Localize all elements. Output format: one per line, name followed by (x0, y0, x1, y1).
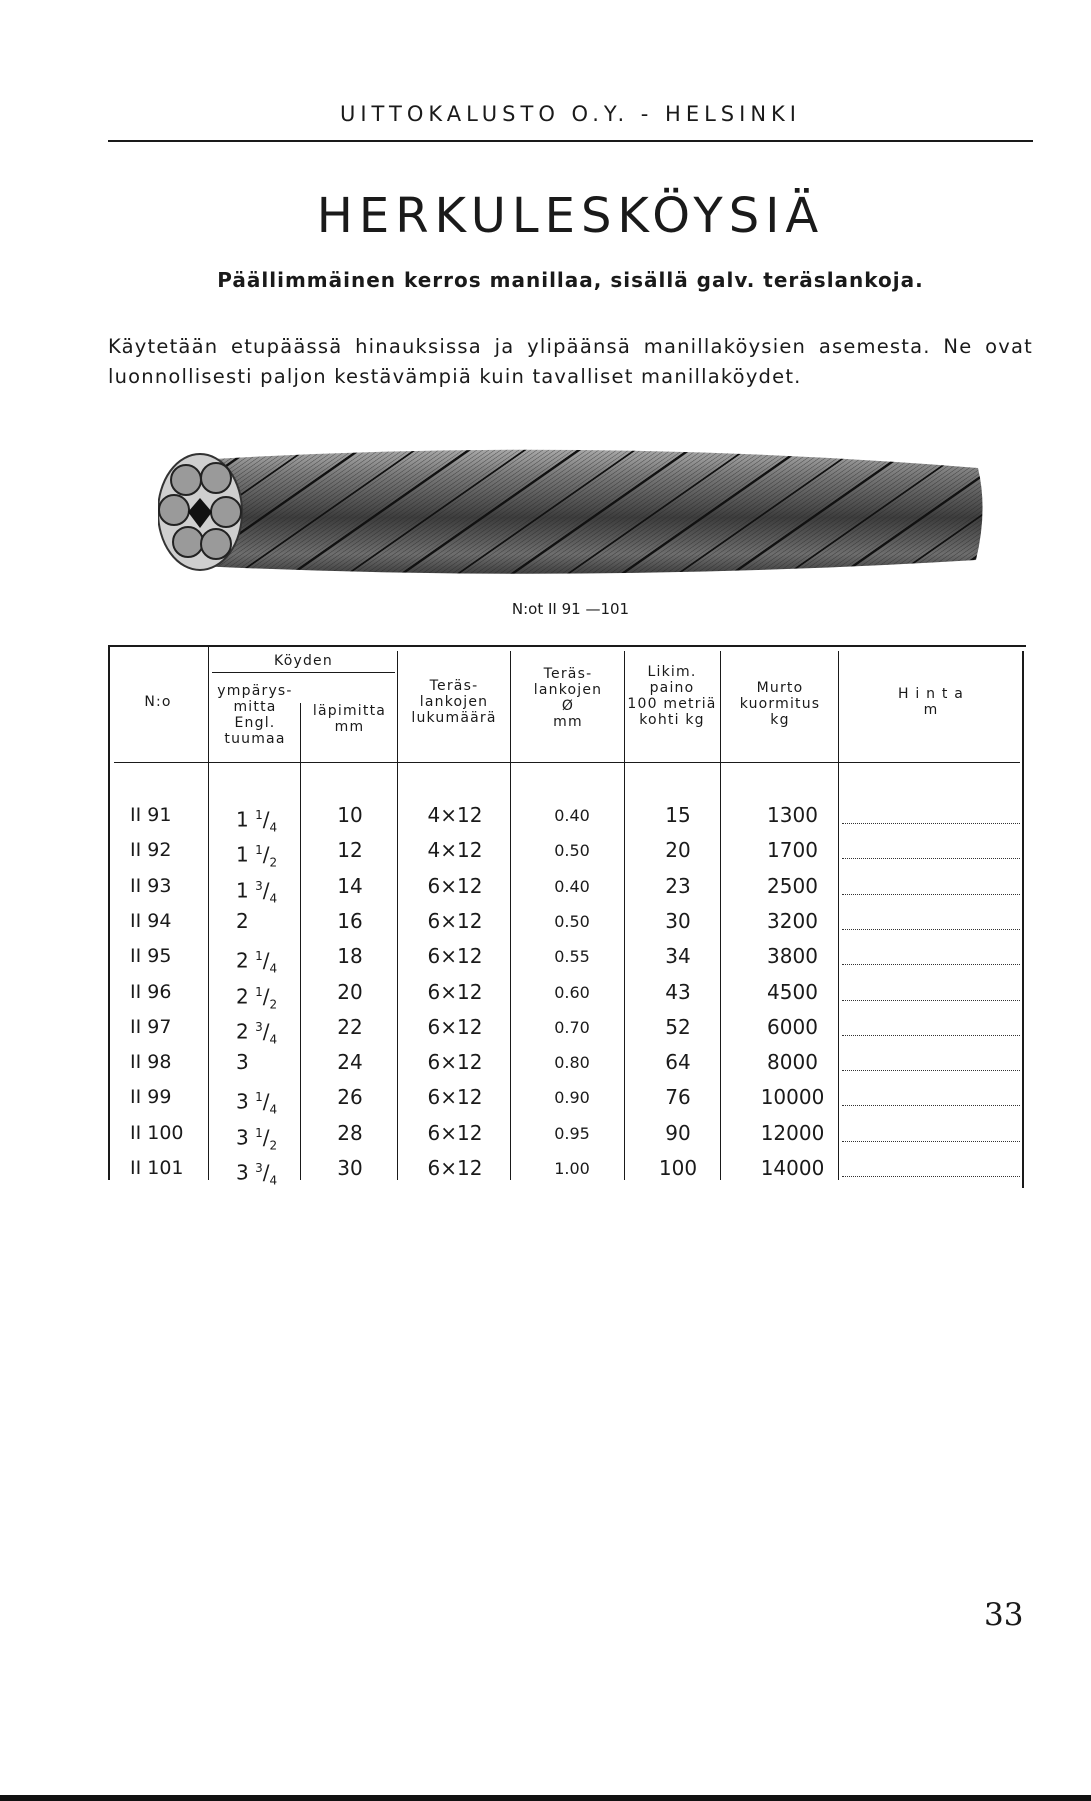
row-diameter: 12 (337, 838, 363, 863)
row-wire-diameter: 0.80 (554, 1053, 590, 1073)
header-no: N:o (144, 694, 172, 710)
row-wire-count: 6×12 (427, 979, 483, 1004)
circumference-whole: 3 (236, 1160, 249, 1185)
row-price-blank (842, 1069, 1020, 1071)
circumference-whole: 3 (236, 1050, 249, 1075)
row-wire-count: 4×12 (427, 838, 483, 863)
row-circumference: 3 $^1/_2$ (236, 1125, 278, 1153)
table-row (0, 1151, 1091, 1186)
row-weight: 34 (665, 944, 691, 969)
header-wire-diameter: Teräs- lankojen Ø mm (533, 666, 603, 730)
table-row (0, 904, 1091, 939)
table-row (0, 1010, 1091, 1045)
circumference-denominator: 4 (269, 961, 278, 976)
circumference-numerator: 1 (255, 949, 263, 964)
circumference-numerator: 3 (255, 1019, 263, 1034)
circumference-whole: 2 (236, 1019, 249, 1044)
table-row (0, 1116, 1091, 1151)
row-weight: 20 (665, 838, 691, 863)
row-weight: 43 (665, 979, 691, 1004)
circumference-denominator: 4 (269, 1032, 278, 1047)
circumference-whole: 2 (236, 908, 249, 933)
row-weight: 76 (665, 1085, 691, 1110)
row-wire-count: 6×12 (427, 1014, 483, 1039)
row-price-blank (842, 857, 1020, 859)
row-no: II 99 (130, 1086, 172, 1109)
header-circumference: ympärys- mitta Engl. tuumaa (217, 683, 293, 747)
row-circumference: 1 $^3/_4$ (236, 878, 278, 906)
circumference-denominator: 4 (269, 1173, 278, 1188)
row-circumference: 3 $^3/_4$ (236, 1160, 278, 1188)
table-row (0, 798, 1091, 833)
row-weight: 90 (665, 1120, 691, 1145)
row-price-blank (842, 893, 1020, 895)
row-circumference: 1 $^1/_4$ (236, 807, 278, 835)
circumference-denominator: 2 (269, 997, 278, 1012)
circumference-numerator: 3 (255, 1161, 263, 1175)
circumference-whole: 2 (236, 948, 249, 973)
page-edge (0, 1795, 1091, 1801)
circumference-numerator: 1 (255, 984, 263, 999)
row-breaking-load: 1300 (767, 803, 818, 827)
row-wire-diameter: 0.55 (554, 947, 590, 967)
row-no: II 96 (130, 980, 172, 1003)
header-breaking-load: Murto kuormitus kg (739, 680, 821, 728)
row-price-blank (842, 928, 1020, 930)
circumference-numerator: 1 (255, 808, 263, 822)
row-price-blank (842, 1034, 1020, 1036)
row-wire-count: 6×12 (427, 873, 483, 898)
row-wire-diameter: 0.50 (554, 841, 590, 861)
circumference-numerator: 1 (255, 1090, 263, 1105)
intro-paragraph: Käytetään etupäässä hinauksissa ja ylipäänsä manillaköysien asemesta. Ne ovat luonnollisesti paljon kestävämpiä kuin tavalliset manillaköydet. (108, 335, 1033, 388)
row-price-blank (842, 1104, 1020, 1106)
row-weight: 64 (665, 1050, 691, 1075)
row-breaking-load: 3800 (767, 944, 818, 969)
row-wire-count: 6×12 (427, 908, 483, 933)
row-wire-count: 6×12 (427, 1120, 483, 1145)
circumference-numerator: 1 (255, 1125, 263, 1140)
row-breaking-load: 10000 (760, 1085, 825, 1110)
row-diameter: 18 (337, 944, 363, 969)
circumference-denominator: 2 (269, 855, 278, 870)
row-price-blank (842, 999, 1020, 1001)
row-price-blank (842, 1175, 1020, 1177)
table-row (0, 939, 1091, 974)
row-no: II 93 (130, 874, 172, 897)
row-breaking-load: 3200 (767, 908, 818, 933)
subtitle: Päällimmäinen kerros manillaa, sisällä galv. teräslankoja. (217, 268, 924, 292)
row-circumference: 3 $^1/_4$ (236, 1090, 278, 1118)
page-number: 33 (984, 1597, 1024, 1633)
page-header: UITTOKALUSTO O.Y. - HELSINKI (339, 102, 802, 126)
circumference-whole: 3 (236, 1090, 249, 1115)
header-diameter: läpimitta mm (312, 703, 387, 735)
row-wire-count: 6×12 (427, 1156, 483, 1180)
row-diameter: 22 (337, 1014, 363, 1039)
rope-illustration (158, 438, 988, 583)
row-no: II 98 (130, 1051, 172, 1074)
page-title: HERKULESKÖYSIÄ (316, 188, 825, 244)
row-wire-diameter: 0.70 (554, 1017, 590, 1037)
row-wire-count: 6×12 (427, 1050, 483, 1075)
circumference-numerator: 1 (255, 843, 263, 858)
row-breaking-load: 14000 (760, 1156, 825, 1180)
row-breaking-load: 6000 (767, 1014, 818, 1039)
row-circumference: 1 $^1/_2$ (236, 842, 278, 870)
table-row (0, 869, 1091, 904)
row-wire-count: 6×12 (427, 944, 483, 969)
circumference-whole: 2 (236, 984, 249, 1009)
row-weight: 100 (658, 1156, 698, 1180)
row-breaking-load: 1700 (767, 838, 818, 863)
row-diameter: 10 (337, 803, 363, 827)
row-circumference: 2 $^1/_4$ (236, 948, 278, 976)
row-diameter: 24 (337, 1050, 363, 1075)
row-no: II 95 (130, 945, 172, 968)
circumference-denominator: 4 (269, 820, 278, 835)
row-breaking-load: 12000 (760, 1120, 825, 1145)
table-row (0, 833, 1091, 868)
row-breaking-load: 2500 (767, 873, 818, 898)
circumference-whole: 1 (236, 807, 249, 832)
circumference-whole: 3 (236, 1125, 249, 1150)
row-diameter: 20 (337, 979, 363, 1004)
row-wire-diameter: 0.50 (554, 911, 590, 931)
circumference-numerator: 3 (255, 878, 263, 893)
header-wire-count: Teräs- lankojen lukumäärä (411, 678, 497, 726)
row-wire-diameter: 0.40 (554, 806, 590, 825)
circumference-denominator: 4 (269, 1103, 278, 1118)
row-diameter: 26 (337, 1085, 363, 1110)
row-circumference (236, 904, 249, 939)
row-price-blank (842, 822, 1020, 824)
row-no: II 91 (130, 804, 172, 826)
circumference-whole: 1 (236, 842, 249, 867)
row-wire-count: 4×12 (427, 803, 483, 827)
table-row (0, 975, 1091, 1010)
row-circumference (236, 1045, 249, 1080)
row-diameter: 30 (337, 1156, 363, 1180)
table-row (0, 1080, 1091, 1118)
image-caption: N:ot II 91 —101 (511, 600, 630, 618)
row-no: II 97 (130, 1015, 172, 1038)
row-wire-diameter: 0.90 (554, 1088, 590, 1108)
row-wire-diameter: 0.95 (554, 1123, 590, 1143)
row-wire-count: 6×12 (427, 1085, 483, 1110)
row-weight: 30 (665, 908, 691, 933)
row-wire-diameter: 1.00 (554, 1159, 590, 1178)
circumference-denominator: 4 (269, 891, 278, 906)
row-no: II 101 (130, 1157, 184, 1179)
row-breaking-load: 8000 (767, 1050, 818, 1075)
row-wire-diameter: 0.40 (554, 876, 590, 896)
circumference-whole: 1 (236, 878, 249, 903)
row-diameter: 16 (337, 908, 363, 933)
row-weight: 15 (665, 803, 691, 827)
circumference-denominator: 2 (269, 1138, 278, 1153)
header-weight: Likim. paino 100 metriä kohti kg (627, 664, 717, 728)
row-circumference: 2 $^1/_2$ (236, 984, 278, 1012)
header-rule (108, 140, 1033, 142)
row-price-blank (842, 1140, 1020, 1142)
row-wire-diameter: 0.60 (554, 982, 590, 1002)
row-diameter: 28 (337, 1120, 363, 1145)
row-diameter: 14 (337, 873, 363, 898)
row-breaking-load: 4500 (767, 979, 818, 1004)
row-price-blank (842, 963, 1020, 965)
row-no: II 94 (130, 909, 172, 932)
row-weight: 23 (665, 873, 691, 898)
row-circumference: 2 $^3/_4$ (236, 1019, 278, 1047)
header-rope-group: Köyden (274, 653, 333, 669)
row-no: II 100 (130, 1121, 184, 1144)
header-price: H i n t a m (898, 686, 964, 718)
row-weight: 52 (665, 1014, 691, 1039)
table-row (0, 1045, 1091, 1080)
row-no: II 92 (130, 839, 172, 862)
